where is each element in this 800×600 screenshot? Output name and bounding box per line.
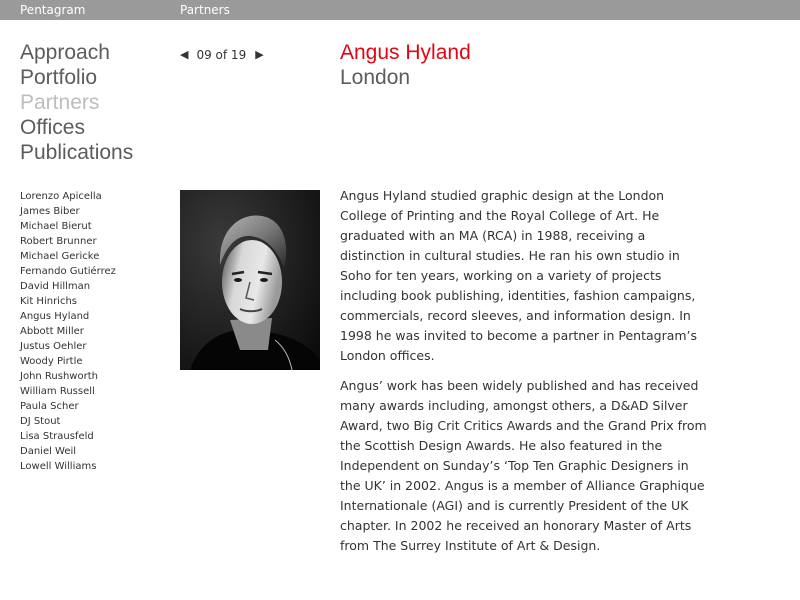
left-triangle-icon[interactable]: ◀: [180, 48, 189, 61]
partner-list-item[interactable]: Justus Oehler: [20, 341, 87, 352]
partner-list-item[interactable]: Lowell Williams: [20, 461, 97, 472]
partner-heading: [340, 40, 471, 90]
partner-pager: [180, 47, 264, 63]
partner-bio: [340, 186, 708, 566]
nav-item-approach[interactable]: Approach: [20, 41, 110, 64]
partner-list-item[interactable]: Abbott Miller: [20, 326, 84, 337]
partner-list-item[interactable]: Robert Brunner: [20, 236, 97, 247]
bio-paragraph: Angus Hyland studied graphic design at the London College of Printing and the Royal College of Art. He graduated with an MA (RCA) in 1988, receiving a distinction in cultural studies. He ran his own studio in Soho for ten years, working on a variety of projects including book publishing, identities, fashion campaigns, commercials, record sleeves, and information design. In 1998 he was invited to become a partner in Pentagram’s London offices.: [340, 188, 698, 363]
nav-item-offices[interactable]: Offices: [20, 116, 85, 139]
partner-list-item[interactable]: DJ Stout: [20, 416, 61, 427]
partner-list-item[interactable]: Fernando Gutiérrez: [20, 266, 116, 277]
partner-list-item[interactable]: Lisa Strausfeld: [20, 431, 94, 442]
partner-list-item[interactable]: Angus Hyland: [20, 311, 90, 322]
breadcrumb-section[interactable]: Partners: [180, 3, 230, 17]
partner-list-item[interactable]: Woody Pirtle: [20, 356, 83, 367]
partner-list-item[interactable]: Kit Hinrichs: [20, 296, 78, 307]
partner-list-item[interactable]: Paula Scher: [20, 401, 79, 412]
bio-paragraph: Angus’ work has been widely published and has received many awards including, amongst others, a D&AD Silver Award, two Big Crit Critics Awards and the Grand Prix from the Scottish Design Awards. He also featured in the Independent on Sunday’s ‘Top Ten Graphic Designers in the UK’ in 2002. Angus is a member of Alliance Graphique Internationale (AGI) and is currently President of the UK chapter. In 2002 he received an honorary Master of Arts from The Surrey Institute of Art & Design.: [340, 378, 707, 553]
top-bar: [0, 0, 800, 20]
nav-item-portfolio[interactable]: Portfolio: [20, 66, 98, 89]
partner-city: London: [340, 66, 411, 89]
portrait-image: [180, 190, 320, 370]
partner-list-item[interactable]: Daniel Weil: [20, 446, 77, 457]
partner-list-item[interactable]: Lorenzo Apicella: [20, 191, 102, 202]
partner-list-item[interactable]: James Biber: [20, 206, 80, 217]
partner-name: Angus Hyland: [340, 41, 471, 64]
partner-list: [20, 189, 116, 474]
partner-list-item[interactable]: William Russell: [20, 386, 95, 397]
pager-counter: 09 of 19: [196, 48, 247, 62]
partner-list-item[interactable]: Michael Gericke: [20, 251, 100, 262]
nav-item-partners[interactable]: Partners: [20, 91, 100, 114]
nav-item-publications[interactable]: Publications: [20, 141, 134, 164]
right-triangle-icon[interactable]: ▶: [255, 48, 264, 61]
partner-portrait: [180, 190, 320, 370]
partner-list-item[interactable]: David Hillman: [20, 281, 91, 292]
main-nav: [20, 40, 133, 165]
breadcrumb-site[interactable]: Pentagram: [20, 3, 86, 17]
partner-list-item[interactable]: Michael Bierut: [20, 221, 92, 232]
partner-list-item[interactable]: John Rushworth: [20, 371, 98, 382]
